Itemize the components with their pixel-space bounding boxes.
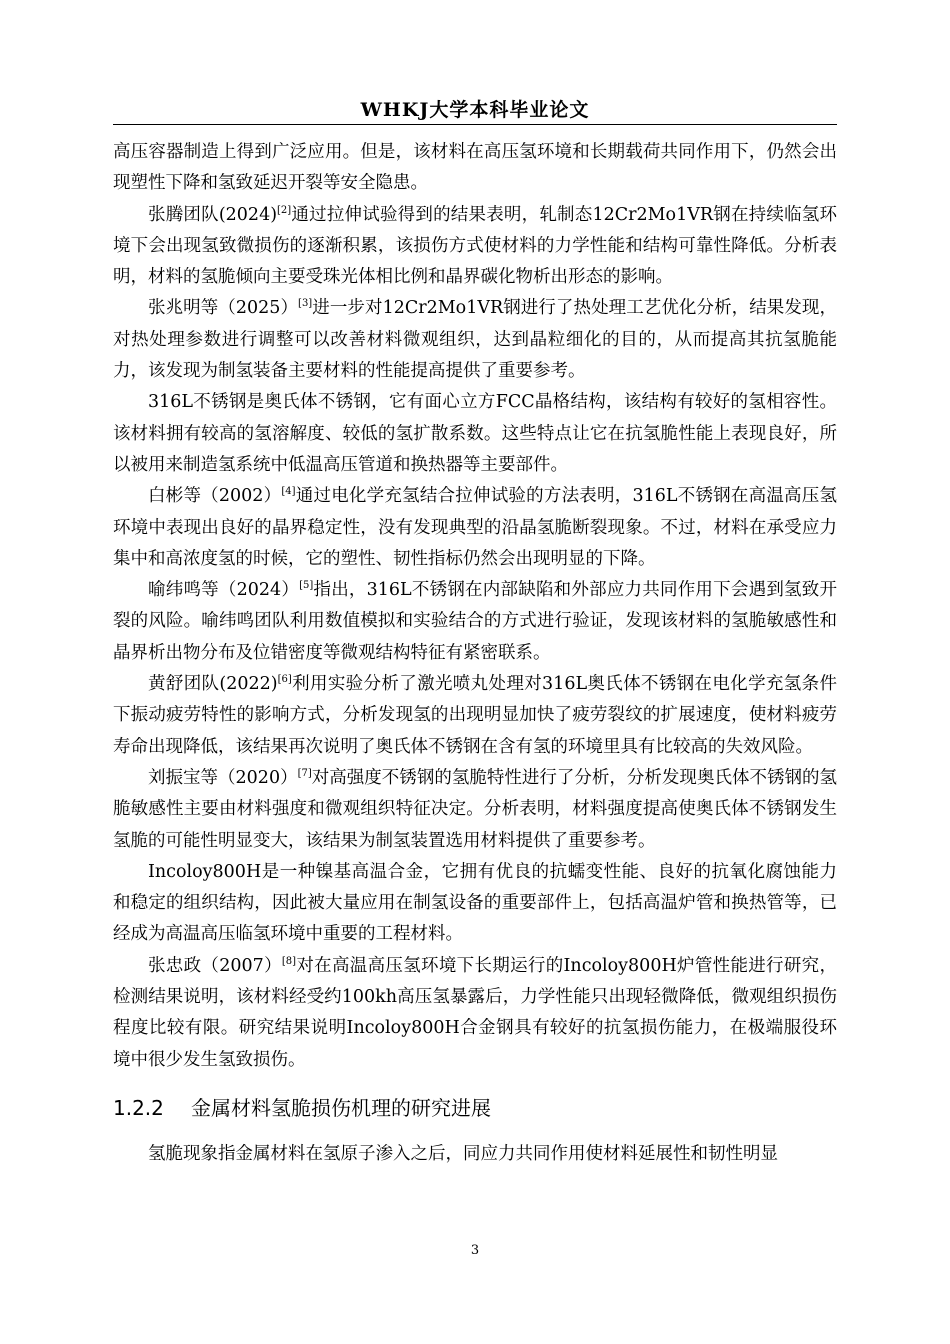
paragraph xyxy=(113,669,837,763)
section-number: 1.2.2 xyxy=(113,1095,164,1120)
paragraph xyxy=(113,200,837,294)
citation-author: 张腾团队(2024) xyxy=(148,204,278,225)
citation-ref: [2] xyxy=(277,204,292,216)
citation-ref: [5] xyxy=(299,580,314,592)
paragraph-continuation: 高压容器制造上得到广泛应用。但是，该材料在高压氢环境和长期载荷共同作用下，仍然会出现塑性下降和氢致延迟开裂等安全隐患。 xyxy=(113,142,837,194)
paragraph-text: 对在高温高压氢环境下长期运行的Incoloy800H炉管性能进行研究，检测结果说明，该材料经受约100kh高压氢暴露后，力学性能只出现轻微降低，微观组织损伤程度比较有限。研究结果说明Incoloy800H合金钢具有较好的抗氢损伤能力，在极端服役环境中很少发生氢致损伤。 xyxy=(113,955,837,1070)
paragraph-text: 指出，316L不锈钢在内部缺陷和外部应力共同作用下会遇到氢致开裂的风险。喻纬鸣团队利用数值模拟和实验结合的方式进行验证，发现该材料的氢脆敏感性和晶界析出物分布及位错密度等微观结构特征有紧密联系。 xyxy=(113,580,837,663)
section-heading xyxy=(113,1092,837,1124)
paragraph: Incoloy800H是一种镍基高温合金，它拥有优良的抗蠕变性能、良好的抗氧化腐蚀能力和稳定的组织结构，因此被大量应用在制氢设备的重要部件上，包括高温炉管和换热管等，已经成为高温高压临氢环境中重要的工程材料。 xyxy=(113,861,837,945)
citation-author: 喻纬鸣等（2024） xyxy=(148,580,300,601)
paragraph: 316L不锈钢是奥氏体不锈钢，它有面心立方FCC晶格结构，该结构有较好的氢相容性。该材料拥有较高的氢溶解度、较低的氢扩散系数。这些特点让它在抗氢脆性能上表现良好，所以被用来制造氢系统中低温高压管道和换热器等主要部件。 xyxy=(113,392,837,475)
paragraph-text: 对高强度不锈钢的氢脆特性进行了分析，分析发现奥氏体不锈钢的氢脆敏感性主要由材料强度和微观组织特征决定。分析表明，材料强度提高使奥氏体不锈钢发生氢脆的可能性明显变大，该结果为制氢装置选用材料提供了重要参考。 xyxy=(113,767,837,851)
paragraph-text: 利用实验分析了激光喷丸处理对316L奥氏体不锈钢在电化学充氢条件下振动疲劳特性的影响方式，分析发现氢的出现明显加快了疲劳裂纹的扩展速度，使材料疲劳寿命出现降低，该结果再次说明了奥氏体不锈钢在含有氢的环境里具有比较高的失效风险。 xyxy=(113,674,837,757)
paragraph-text: 进一步对12Cr2Mo1VR钢进行了热处理工艺优化分析，结果发现，对热处理参数进行调整可以改善材料微观组织，达到晶粒细化的目的，从而提高其抗氢脆能力，该发现为制氢装备主要材料的性能提高提供了重要参考。 xyxy=(113,298,837,382)
citation-author: 张兆明等（2025） xyxy=(148,298,299,319)
citation-ref: [6] xyxy=(277,674,292,686)
citation-author: 黄舒团队(2022) xyxy=(148,674,278,695)
citation-author: 张忠政（2007） xyxy=(148,955,282,976)
paragraph xyxy=(113,481,837,575)
paragraph xyxy=(113,575,837,669)
paragraph-text: 通过拉伸试验得到的结果表明，轧制态12Cr2Mo1VR钢在持续临氢环境下会出现氢致微损伤的逐渐积累，该损伤方式使材料的力学性能和结构可靠性降低。分析表明，材料的氢脆倾向主要受珠光体相比例和晶界碳化物析出形态的影响。 xyxy=(113,204,837,288)
body-text xyxy=(113,137,837,1170)
page-header-title: WHKJ大学本科毕业论文 xyxy=(360,99,590,121)
citation-ref: [7] xyxy=(297,768,312,780)
page-number: 3 xyxy=(470,1243,480,1258)
citation-ref: [3] xyxy=(298,298,313,310)
paragraph: 氢脆现象指金属材料在氢原子渗入之后，同应力共同作用使材料延展性和韧性明显 xyxy=(148,1143,778,1164)
citation-ref: [8] xyxy=(281,955,297,967)
section-title: 金属材料氢脆损伤机理的研究进展 xyxy=(191,1095,491,1120)
header-divider xyxy=(113,124,837,125)
paragraph xyxy=(113,763,837,857)
citation-author: 白彬等（2002） xyxy=(148,486,282,507)
paragraph-text: 通过电化学充氢结合拉伸试验的方法表明，316L不锈钢在高温高压氢环境中表现出良好的晶界稳定性，没有发现典型的沿晶氢脆断裂现象。不过，材料在承受应力集中和高浓度氢的时候，它的塑性、韧性指标仍然会出现明显的下降。 xyxy=(113,486,837,569)
citation-ref: [4] xyxy=(281,486,296,498)
paragraph xyxy=(113,951,837,1076)
paragraph xyxy=(113,293,837,387)
citation-author: 刘振宝等（2020） xyxy=(148,767,298,788)
